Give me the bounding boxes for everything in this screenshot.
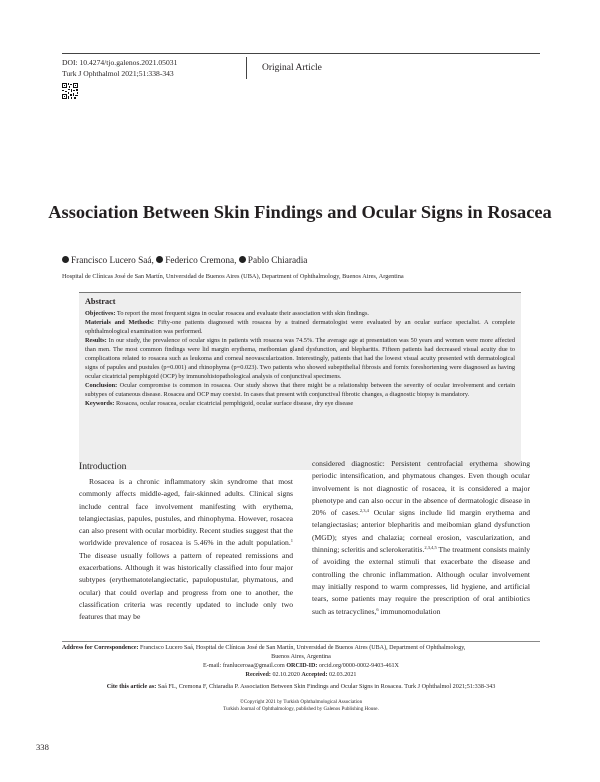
footer-rule bbox=[62, 641, 540, 642]
article-title: Association Between Skin Findings and Ocular Signs in Rosacea bbox=[48, 202, 552, 222]
orcid-icon[interactable] bbox=[156, 256, 163, 263]
abstract-heading: Abstract bbox=[85, 297, 116, 306]
author-name: Pablo Chiaradia bbox=[247, 256, 308, 266]
received-accepted-dates: Received: 02.10.2020 Accepted: 02.03.2021 bbox=[245, 672, 357, 678]
affiliation: Hospital de Clínicas José de San Martín, Universidad de Buenos Aires (UBA), Department of Ophthalmology, Buenos Aires, Argentina bbox=[62, 273, 404, 280]
correspondence-city: Buenos Aires, Argentina bbox=[271, 654, 331, 660]
article-header bbox=[62, 58, 177, 79]
citation: Cite this article as: Saá FL, Cremona F, Chiaradia P. Association Between Skin Findings and Ocular Signs in Rosacea. Turk J Ophthalmol 2021;51:338-343 bbox=[106, 683, 496, 690]
orcid-icon[interactable] bbox=[62, 256, 69, 263]
doi[interactable]: DOI: 10.4274/tjo.galenos.2021.05031 bbox=[62, 58, 178, 67]
orcid-icon[interactable] bbox=[239, 256, 246, 263]
orcid-link[interactable]: orcid.org/0000-0002-9403-461X bbox=[319, 663, 399, 669]
section-heading-introduction: Introduction bbox=[79, 461, 127, 472]
correspondence-address: Address for Correspondence: Francisco Lucero Saá, Hospital de Clínicas José de San Martín, Universidad de Buenos Aires (UBA), Department of Ophthalmology, bbox=[62, 645, 466, 651]
header-divider bbox=[246, 57, 247, 79]
email[interactable]: E-mail: franluceroaa@gmail.com bbox=[203, 663, 285, 669]
qr-code-icon bbox=[62, 83, 78, 99]
body-column-right: considered diagnostic: Persistent centrofacial erythema showing periodic intensification, and phymatous changes. Even though ocular involvement is not diagnostic of rosacea, it is considered a major phenotype and can also occur in the absence of dermatologic disease in 20% of cases.$^{2,3,4}$ Ocular signs include lid margin erythema and telangiectasias; anterior blepharitis and meibomian gland dysfunction (MGD); styes and chalazia; corneal erosion, vascularization, and thinning; scleritis and sclerokeratitis.$^{2,3,4,5}$ The treatment consists mainly of avoiding the external stimuli that exacerbate the disease and controlling the chronic inflammation. Although ocular involvement may initially respond to warm compresses, lid hygiene, and artificial tears, some patients may require the prescription of oral antibiotics such as tetracyclines,$^6$ immunomodulation bbox=[312, 459, 530, 616]
abstract-keywords: Keywords: Rosacea, ocular rosacea, ocular cicatricial pemphigoid, ocular surface disease, dry eye disease bbox=[85, 400, 354, 407]
header-rule bbox=[62, 53, 540, 54]
abstract-results: Results: In our study, the prevalence of ocular signs in patients with rosacea was 74.5%. The average age at presentation was 50 years and women were more affected than men. The most common findings were lid margin erythema, meibomian gland dysfunction, and blepharitis. Fifteen patients had decreased visual acuity due to complications related to rosacea such as leukoma and corneal neovascularization. Interestingly, patients that had the lowest visual acuity presented with dermatological signs of papules and pustules (p=0.001) and rhinophyma (p=0.023). Two patients who showed subepithelial fibrosis and fornix foreshortening were diagnosed as having ocular cicatricial pemphigoid (OCP) by immunohistopathological analysis of conjunctival specimens. bbox=[85, 337, 515, 380]
abstract-objectives: Objectives: To report the most frequent signs in ocular rosacea and evaluate their association with skin findings. bbox=[85, 310, 369, 317]
reference-link[interactable]: 1 bbox=[290, 538, 293, 544]
author-list bbox=[62, 256, 307, 266]
reference-link[interactable]: 2,3,4,5 bbox=[424, 545, 437, 551]
reference-link[interactable]: 6 bbox=[376, 606, 379, 612]
author-name: Federico Cremona, bbox=[165, 256, 237, 266]
body-column-left: Rosacea is a chronic inflammatory skin syndrome that most commonly affects middle-aged, fair-skinned adults. Clinical signs include central face involvement manifesting with erythema, telangiectasias, papules, pustules, and rhinophyma. However, rosacea can also present with ocular morbidity. Recent studies suggest that the worldwide prevalence of rosacea is 5.46% in the adult population.$^1$ The disease usually follows a pattern of repeated remissions and exacerbations. Although it was historically classified into four major subtypes (erythematotelangiectatic, papulopustular, phymatous, and ocular) that could overlap and progress from one to another, the classification criteria was recently updated to include only two features that may be bbox=[79, 477, 293, 622]
reference-link[interactable]: 2,3,4 bbox=[359, 508, 369, 514]
page-number: 338 bbox=[36, 742, 49, 752]
abstract-methods: Materials and Methods: Fifty-one patients diagnosed with rosacea by a trained dermatologist were evaluated by an ocular surface specialist. A complete ophthalmological examination was performed. bbox=[85, 319, 516, 335]
correspondence-contact: E-mail: franluceroaa@gmail.com ORCID-ID: orcid.org/0000-0002-9403-461X bbox=[203, 663, 399, 669]
article-type: Original Article bbox=[262, 63, 322, 73]
author-name: Francisco Lucero Saá, bbox=[71, 256, 154, 266]
journal-reference: Turk J Ophthalmol 2021;51:338-343 bbox=[62, 68, 174, 78]
copyright: ©Copyright 2021 by Turkish Ophthalmological Association Turkish Journal of Ophthalmology, published by Galenos Publishing House. bbox=[223, 699, 379, 712]
correspondence-block bbox=[62, 644, 540, 680]
abstract-conclusion: Conclusion: Ocular compromise is common in rosacea. Our study shows that there might be a relationship between the severity of ocular involvement and certain subtypes of cutaneous disease. Rosacea and OCP may coexist. In cases that present with conjunctival fibrotic changes, a diagnostic biopsy is mandatory. bbox=[85, 382, 515, 398]
abstract-box bbox=[79, 292, 521, 470]
